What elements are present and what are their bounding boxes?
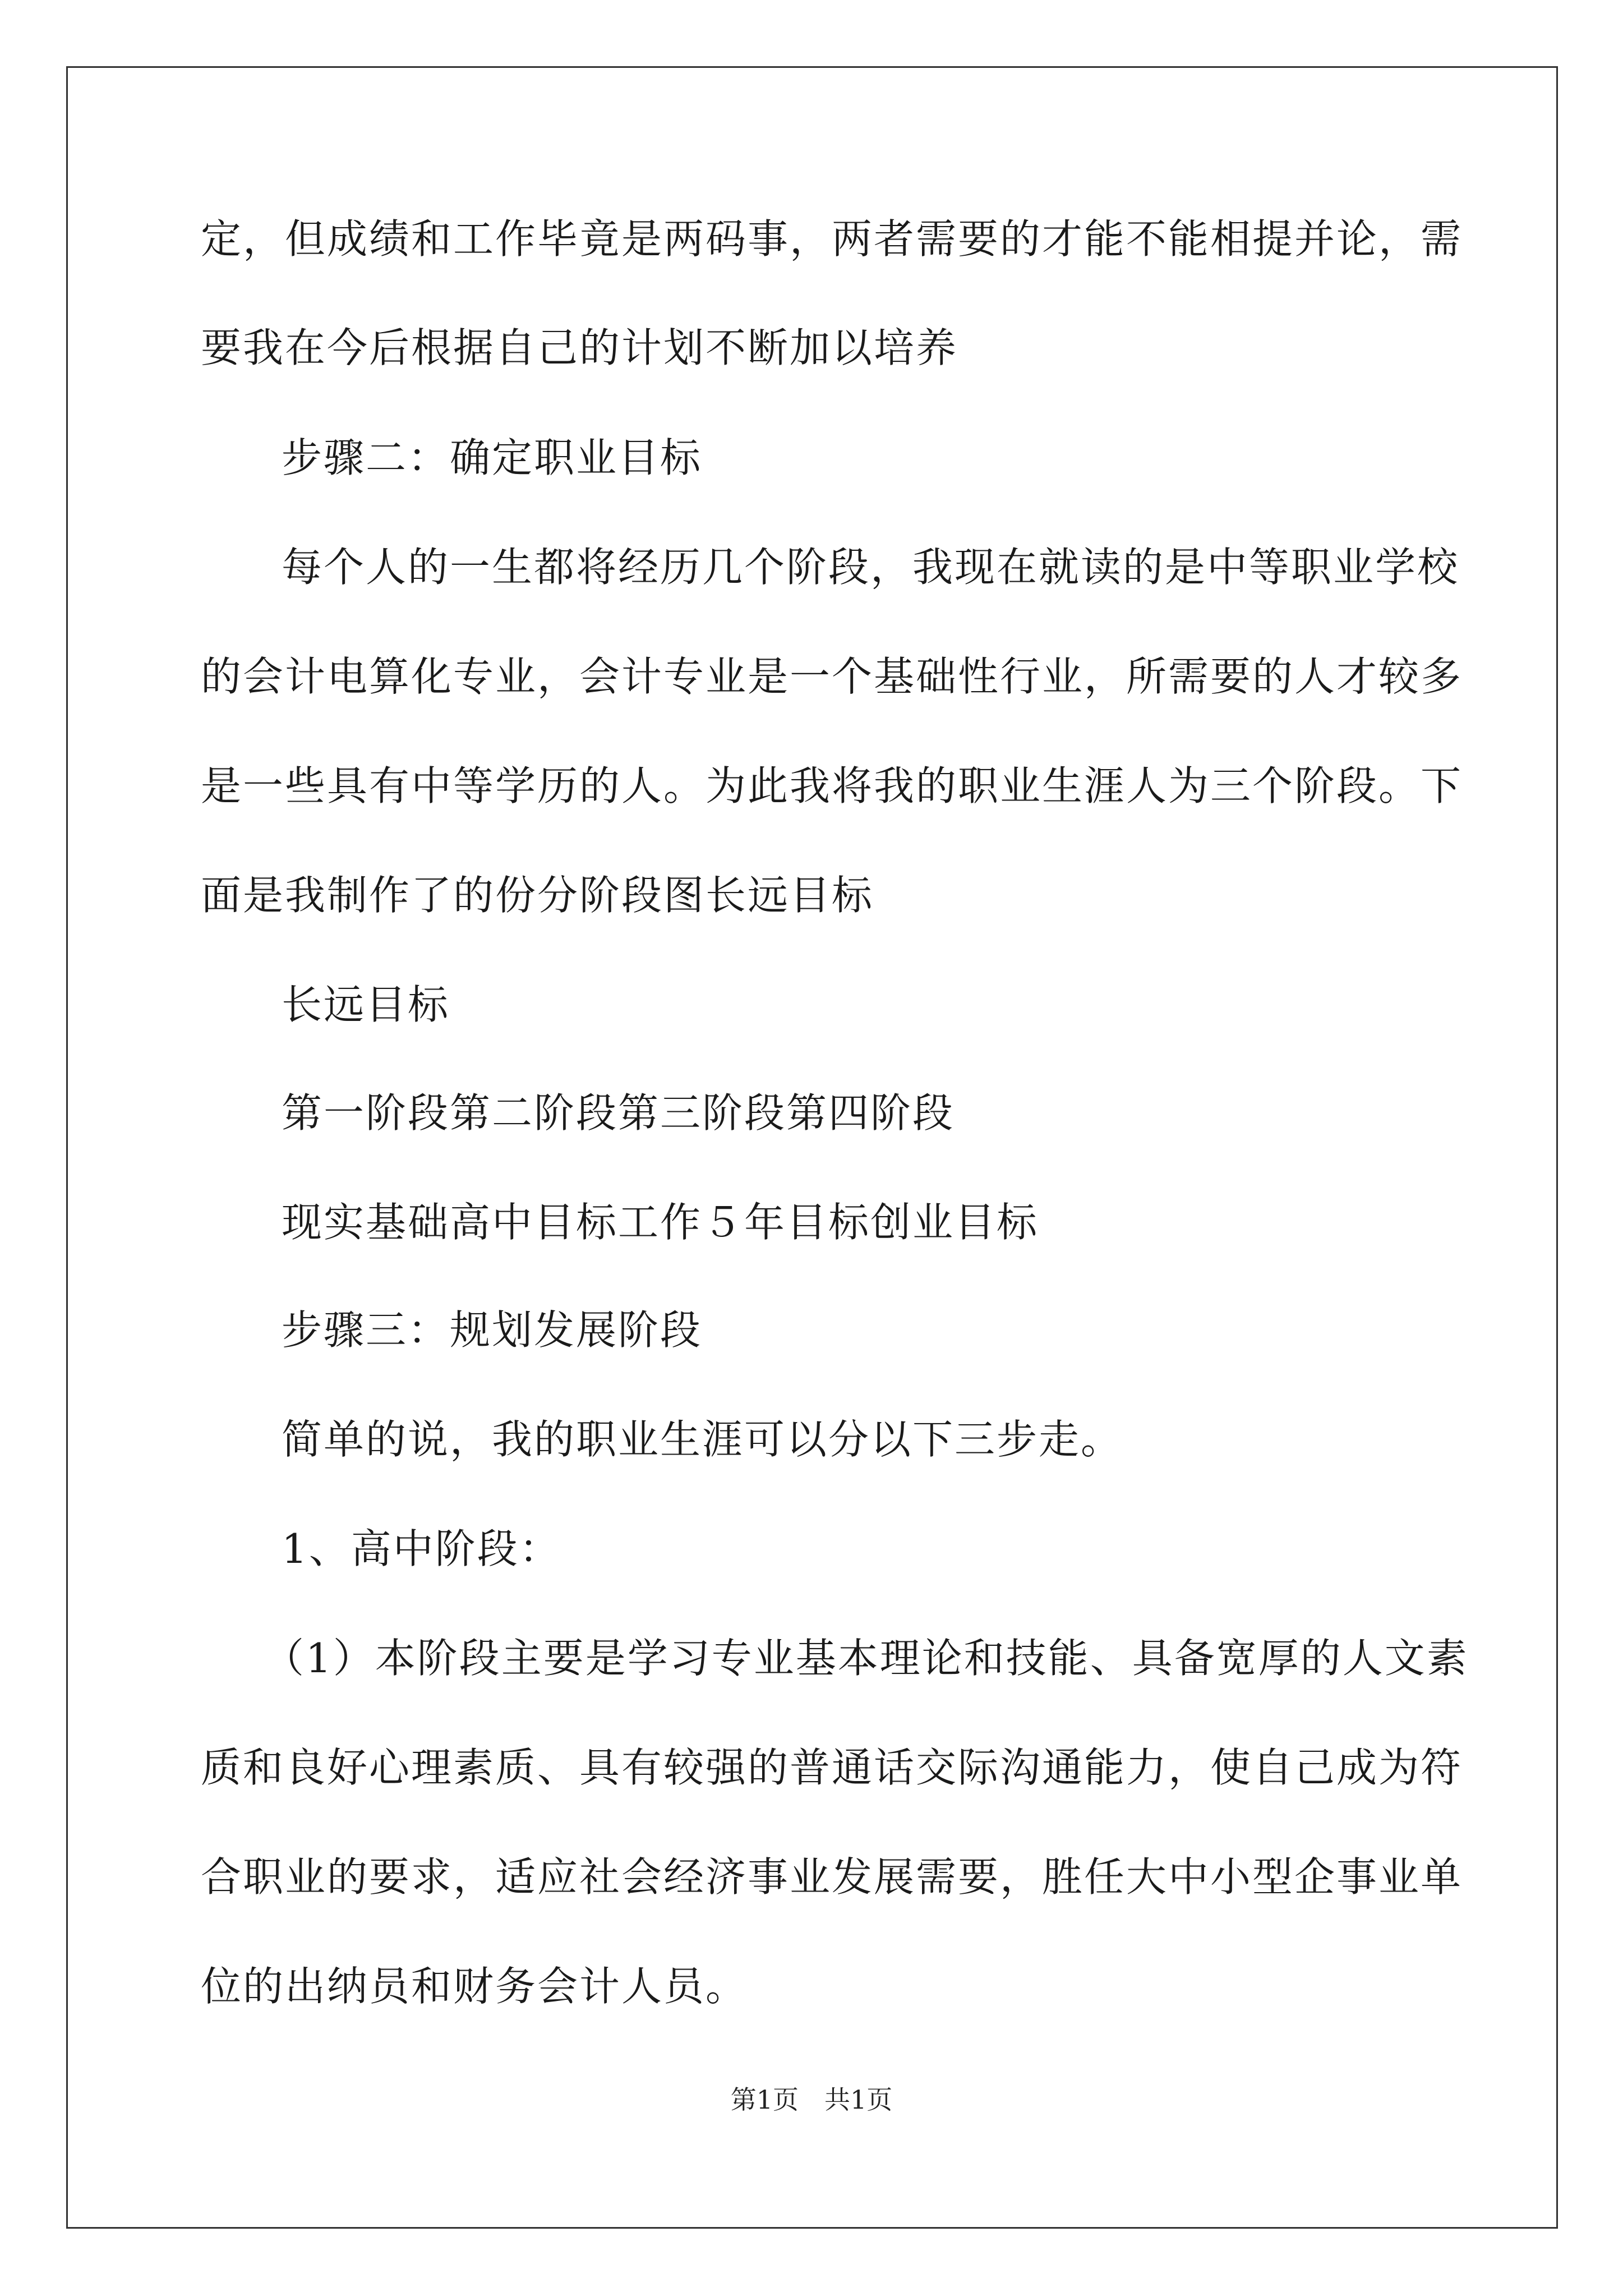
section-heading: 步骤二：确定职业目标 <box>282 434 703 481</box>
page-number-footer: 第1页 共1页 <box>730 2085 893 2115</box>
paragraph-line: 的会计电算化专业，会计专业是一个基础性行业，所需要的人才较多 <box>201 653 1463 700</box>
paragraph-line: 长远目标 <box>282 981 450 1028</box>
paragraph-line: 是一些具有中等学历的人。为此我将我的职业生涯人为三个阶段。下 <box>201 762 1463 809</box>
page-border <box>66 66 1558 2229</box>
paragraph-line: 要我在今后根据自己的计划不断加以培养 <box>201 324 958 371</box>
paragraph-line: （1）本阶段主要是学习专业基本理论和技能、具备宽厚的人文素 <box>264 1635 1469 1682</box>
paragraph-line: 第一阶段第二阶段第三阶段第四阶段 <box>282 1089 955 1137</box>
section-heading: 步骤三：规划发展阶段 <box>282 1306 703 1354</box>
paragraph-line: 现实基础高中目标工作５年目标创业目标 <box>282 1199 1039 1246</box>
paragraph-line: 位的出纳员和财务会计人员。 <box>201 1963 748 2010</box>
paragraph-line: 简单的说，我的职业生涯可以分以下三步走。 <box>282 1416 1123 1463</box>
paragraph-line: 每个人的一生都将经历几个阶段，我现在就读的是中等职业学校 <box>282 544 1460 591</box>
paragraph-line: 质和良好心理素质、具有较强的普通话交际沟通能力，使自己成为符 <box>201 1744 1463 1791</box>
paragraph-line: 合职业的要求，适应社会经济事业发展需要，胜任大中小型企事业单 <box>201 1853 1463 1901</box>
list-item-heading: 1、高中阶段： <box>282 1525 561 1572</box>
paragraph-line: 定，但成绩和工作毕竟是两码事，两者需要的才能不能相提并论，需 <box>201 215 1463 263</box>
paragraph-line: 面是我制作了的份分阶段图长远目标 <box>201 872 874 919</box>
